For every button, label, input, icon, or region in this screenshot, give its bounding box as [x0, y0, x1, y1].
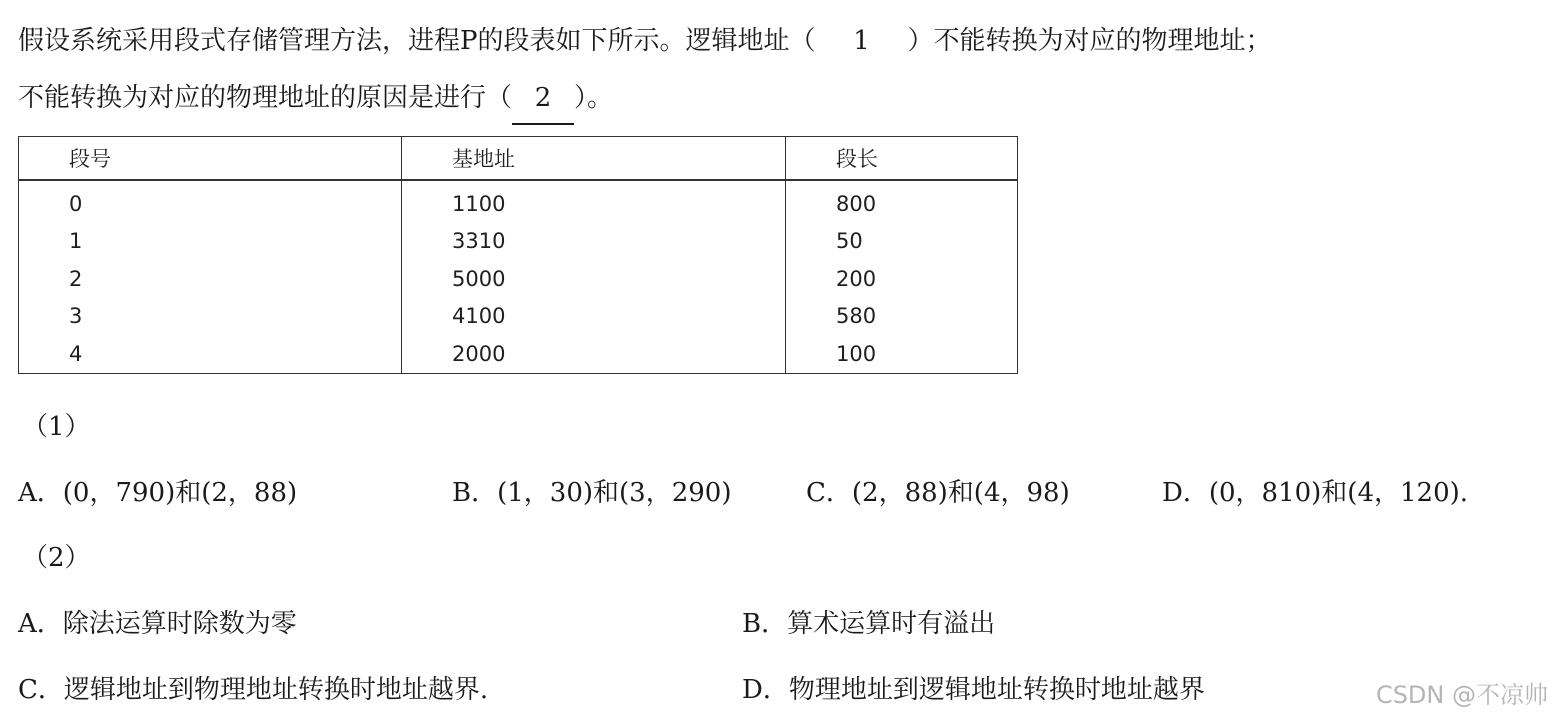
part2-option-b[interactable]: B．算术运算时有溢出: [742, 609, 996, 639]
header-base-address: 基地址: [402, 137, 786, 181]
part2-option-a[interactable]: A．除法运算时除数为零: [18, 609, 297, 639]
part1-option-a[interactable]: A．(0，790)和(2，88): [18, 478, 298, 508]
base-address-cell: 5000: [402, 260, 786, 298]
segment-table: [18, 136, 1018, 374]
table-row: [19, 335, 1018, 373]
segment-length-cell: 200: [836, 266, 877, 291]
question-text-2a: 不能转换为对应的物理地址的原因是进行（: [18, 83, 513, 113]
base-address-cell: 4100: [402, 298, 786, 336]
segment-number-cell: 4: [19, 335, 402, 373]
part1-option-d[interactable]: D．(0，810)和(4，120).: [1162, 478, 1469, 508]
segment-number-cell: 2: [19, 260, 402, 298]
question-line-2: [18, 81, 613, 115]
question-text-1a: 假设系统采用段式存储管理方法，进程P的段表如下所示。逻辑地址（: [18, 26, 816, 56]
segment-length-cell: 580: [836, 304, 877, 329]
base-address-cell: 1100: [402, 180, 786, 223]
question-text-1b: ）不能转换为对应的物理地址；: [907, 26, 1272, 56]
question-text-2b: ）。: [574, 83, 614, 113]
table-row: [19, 223, 1018, 261]
segment-number-cell: 1: [19, 223, 402, 261]
header-segment-number: 段号: [19, 137, 402, 181]
segment-number-cell: 0: [19, 180, 402, 223]
answer-blank-1: 1: [853, 26, 870, 56]
part2-label: （2）: [22, 543, 91, 573]
part1-option-c[interactable]: C．(2，88)和(4，98): [806, 478, 1070, 508]
part1-label: （1）: [22, 412, 91, 442]
header-segment-length: 段长: [786, 137, 1018, 181]
table-header-row: [19, 137, 1018, 181]
part1-option-b[interactable]: B．(1，30)和(3，290): [452, 478, 732, 508]
table-row: [19, 260, 1018, 298]
answer-blank-2: 2: [512, 81, 574, 125]
segment-length-cell: 800: [836, 191, 877, 216]
segment-number-cell: 3: [19, 298, 402, 336]
part2-option-d[interactable]: D．物理地址到逻辑地址转换时地址越界: [742, 675, 1205, 705]
watermark: CSDN @不凉帅: [1375, 681, 1548, 709]
question-line-1: [18, 24, 1272, 58]
part2-option-c[interactable]: C．逻辑地址到物理地址转换时地址越界.: [18, 675, 489, 705]
table-row: [19, 298, 1018, 336]
base-address-cell: 2000: [402, 335, 786, 373]
segment-length-cell: 50: [836, 229, 863, 254]
base-address-cell: 3310: [402, 223, 786, 261]
table-row: [19, 180, 1018, 223]
segment-length-cell: 100: [836, 341, 877, 366]
